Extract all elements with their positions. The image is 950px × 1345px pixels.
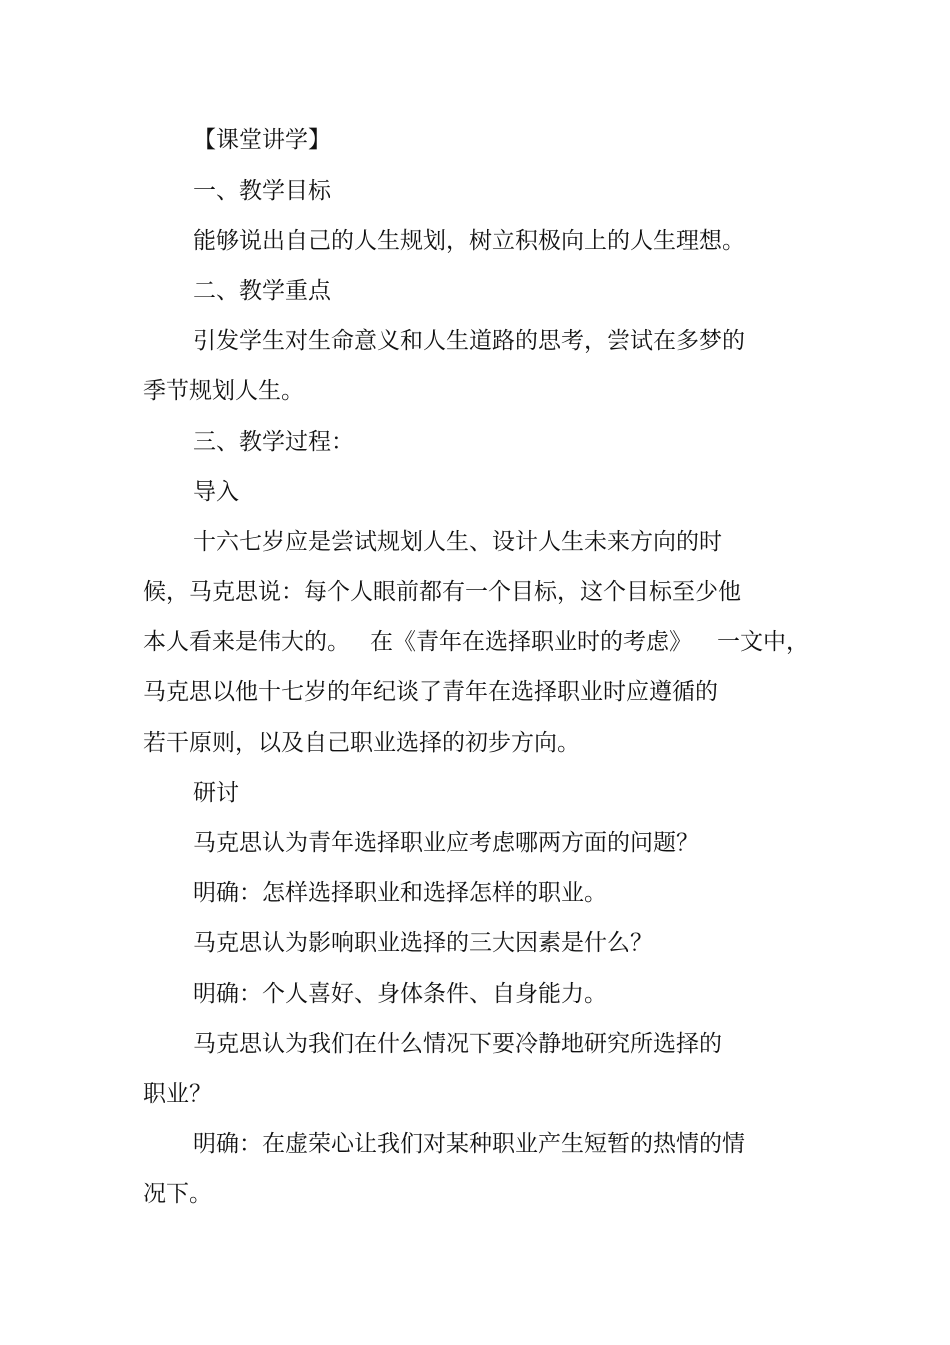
paragraph-line: 季节规划人生。 [143, 378, 304, 404]
heading-teaching-process: 三、教学过程： [193, 429, 354, 455]
paragraph-line: 能够说出自己的人生规划，树立积极向上的人生理想。 [193, 228, 745, 254]
answer-line: 明确：怎样选择职业和选择怎样的职业。 [193, 880, 607, 906]
heading-teaching-focus: 二、教学重点 [193, 278, 331, 304]
paragraph-line: 候，马克思说：每个人眼前都有一个目标，这个目标至少他 [143, 579, 741, 605]
question-line: 职业？ [143, 1081, 212, 1107]
answer-line: 明确：个人喜好、身体条件、自身能力。 [193, 981, 607, 1007]
paragraph-line-book-title: 在《青年在选择职业时的考虑》 [370, 629, 692, 655]
subheading-introduction: 导入 [193, 479, 239, 505]
paragraph-line: 本人看来是伟大的。 [143, 629, 350, 655]
question-line: 马克思认为影响职业选择的三大因素是什么？ [193, 930, 653, 956]
paragraph-line-end: 一文中， [717, 629, 809, 655]
paragraph-line: 马克思以他十七岁的年纪谈了青年在选择职业时应遵循的 [143, 679, 718, 705]
section-heading-classroom: 【课堂讲学】 [193, 127, 331, 153]
heading-teaching-goals: 一、教学目标 [193, 178, 331, 204]
paragraph-line: 引发学生对生命意义和人生道路的思考，尝试在多梦的 [193, 328, 745, 354]
paragraph-line: 若干原则，以及自己职业选择的初步方向。 [143, 730, 580, 756]
question-line: 马克思认为我们在什么情况下要冷静地研究所选择的 [193, 1031, 722, 1057]
question-line: 马克思认为青年选择职业应考虑哪两方面的问题？ [193, 830, 699, 856]
answer-line: 明确：在虚荣心让我们对某种职业产生短暂的热情的情 [193, 1131, 745, 1157]
subheading-discussion: 研讨 [193, 780, 239, 806]
answer-line: 况下。 [143, 1181, 212, 1207]
paragraph-line: 十六七岁应是尝试规划人生、设计人生未来方向的时 [193, 529, 722, 555]
